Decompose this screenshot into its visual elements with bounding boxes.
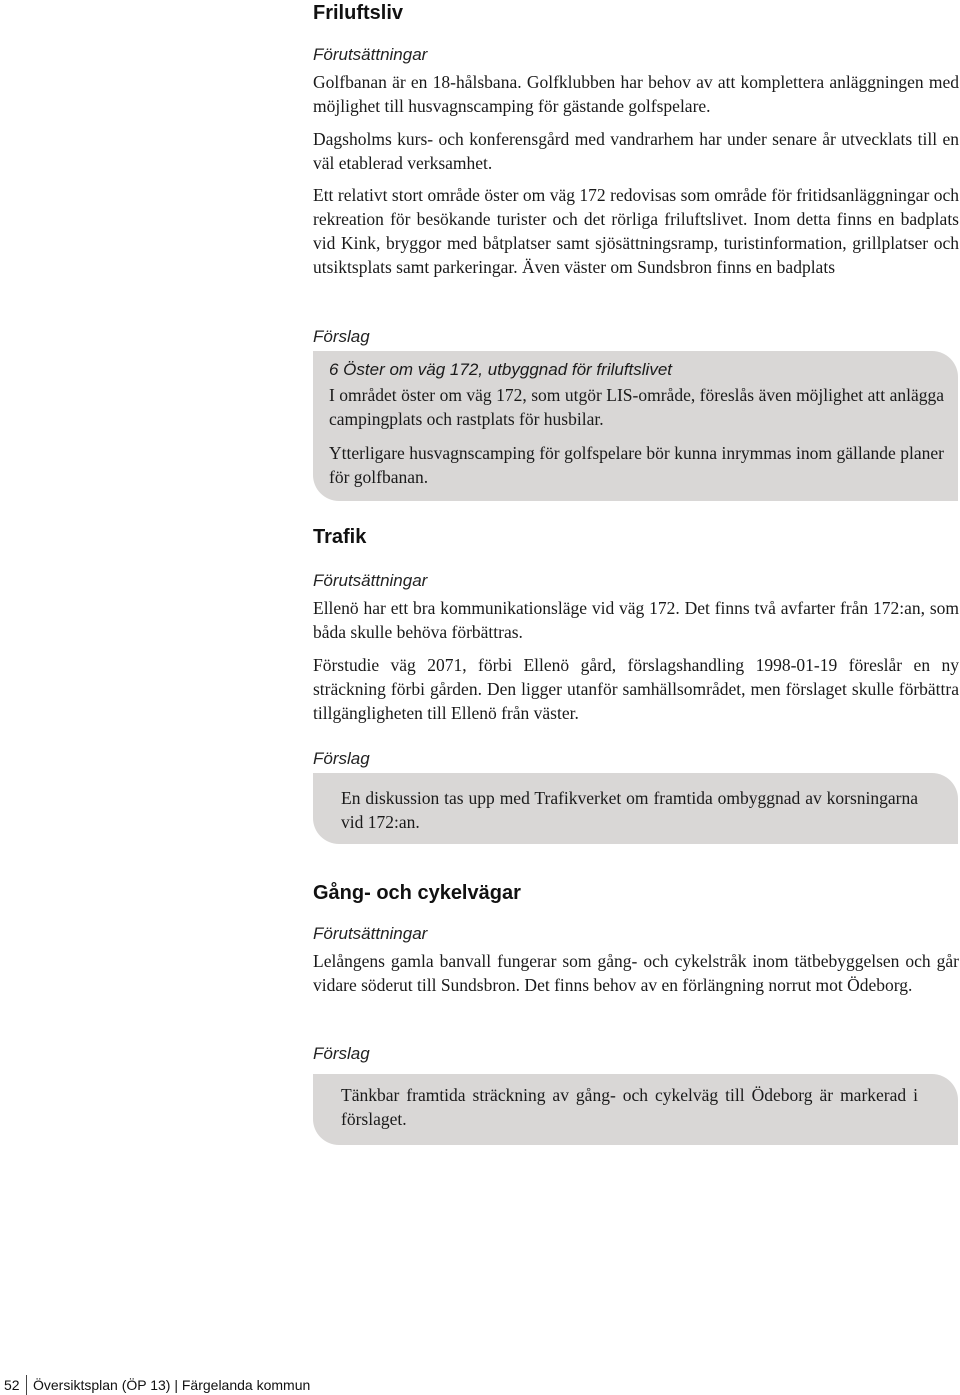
paragraph: Ett relativt stort område öster om väg 172 redovisas som område för fritidsanläggningar och rekreation för besökande turister och det rörliga friluftslivet. Inom detta finns en badplats vid Kink, bryggor med båtplatser samt sjösättningsramp, turistinformation, grillplatser och utsiktsplats samt parkeringar. Även väster om Sundsbron finns en badplats bbox=[313, 185, 959, 277]
paragraph: Ellenö har ett bra kommunikationsläge vid väg 172. Det finns två avfarter från 172:an, som båda skulle behöva förbättras. bbox=[313, 598, 959, 642]
section-title-gang-och-cykelvagar: Gång- och cykelvägar bbox=[313, 882, 521, 904]
section-title-trafik: Trafik bbox=[313, 526, 367, 548]
page-number: 52 bbox=[4, 1377, 20, 1393]
proposal-label: Förslag bbox=[313, 749, 370, 768]
proposal-box-text: En diskussion tas upp med Trafikverket om framtida ombyggnad av korsningarna vid 172:an. bbox=[341, 788, 918, 832]
paragraph: Förstudie väg 2071, förbi Ellenö gård, förslagshandling 1998-01-19 föreslår en ny sträckning förbi gården. Den ligger utanför samhällsområdet, men förslaget skulle förbättra tillgängligheten till Ellenö från väster. bbox=[313, 655, 959, 723]
proposal-label: Förslag bbox=[313, 327, 370, 346]
paragraph: Dagsholms kurs- och konferensgård med vandrarhem har under senare år utvecklats till en väl etablerad verksamhet. bbox=[313, 129, 959, 173]
proposal-label: Förslag bbox=[313, 1044, 370, 1063]
footer-divider bbox=[26, 1375, 27, 1395]
footer-text: Översiktsplan (ÖP 13) | Färgelanda kommun bbox=[33, 1377, 311, 1393]
proposal-box bbox=[313, 351, 958, 501]
proposal-box bbox=[313, 773, 958, 844]
paragraph: Golfbanan är en 18-hålsbana. Golfklubben har behov av att komplettera anläggningen med möjlighet till husvagnscamping för gästande golfspelare. bbox=[313, 72, 959, 116]
proposal-box-title: 6 Öster om väg 172, utbyggnad för friluftslivet bbox=[329, 360, 673, 379]
proposal-box-text: I området öster om väg 172, som utgör LIS-område, föreslås även möjlighet att anlägga campingplats och rastplats för husbilar. bbox=[329, 385, 944, 429]
prereq-label: Förutsättningar bbox=[313, 924, 428, 943]
proposal-box-text: Tänkbar framtida sträckning av gång- och cykelväg till Ödeborg är markerad i förslaget. bbox=[341, 1085, 918, 1129]
paragraph: Lelångens gamla banvall fungerar som gång- och cykelstråk inom tätbebyggelsen och går vidare söderut till Sundsbron. Det finns behov av en förlängning norrut mot Ödeborg. bbox=[313, 951, 959, 995]
section-title-friluftsliv: Friluftsliv bbox=[313, 2, 404, 24]
proposal-box bbox=[313, 1074, 958, 1145]
prereq-label: Förutsättningar bbox=[313, 45, 428, 64]
prereq-label: Förutsättningar bbox=[313, 571, 428, 590]
proposal-box-text: Ytterligare husvagnscamping för golfspelare bör kunna inrymmas inom gällande planer för golfbanan. bbox=[329, 443, 944, 487]
